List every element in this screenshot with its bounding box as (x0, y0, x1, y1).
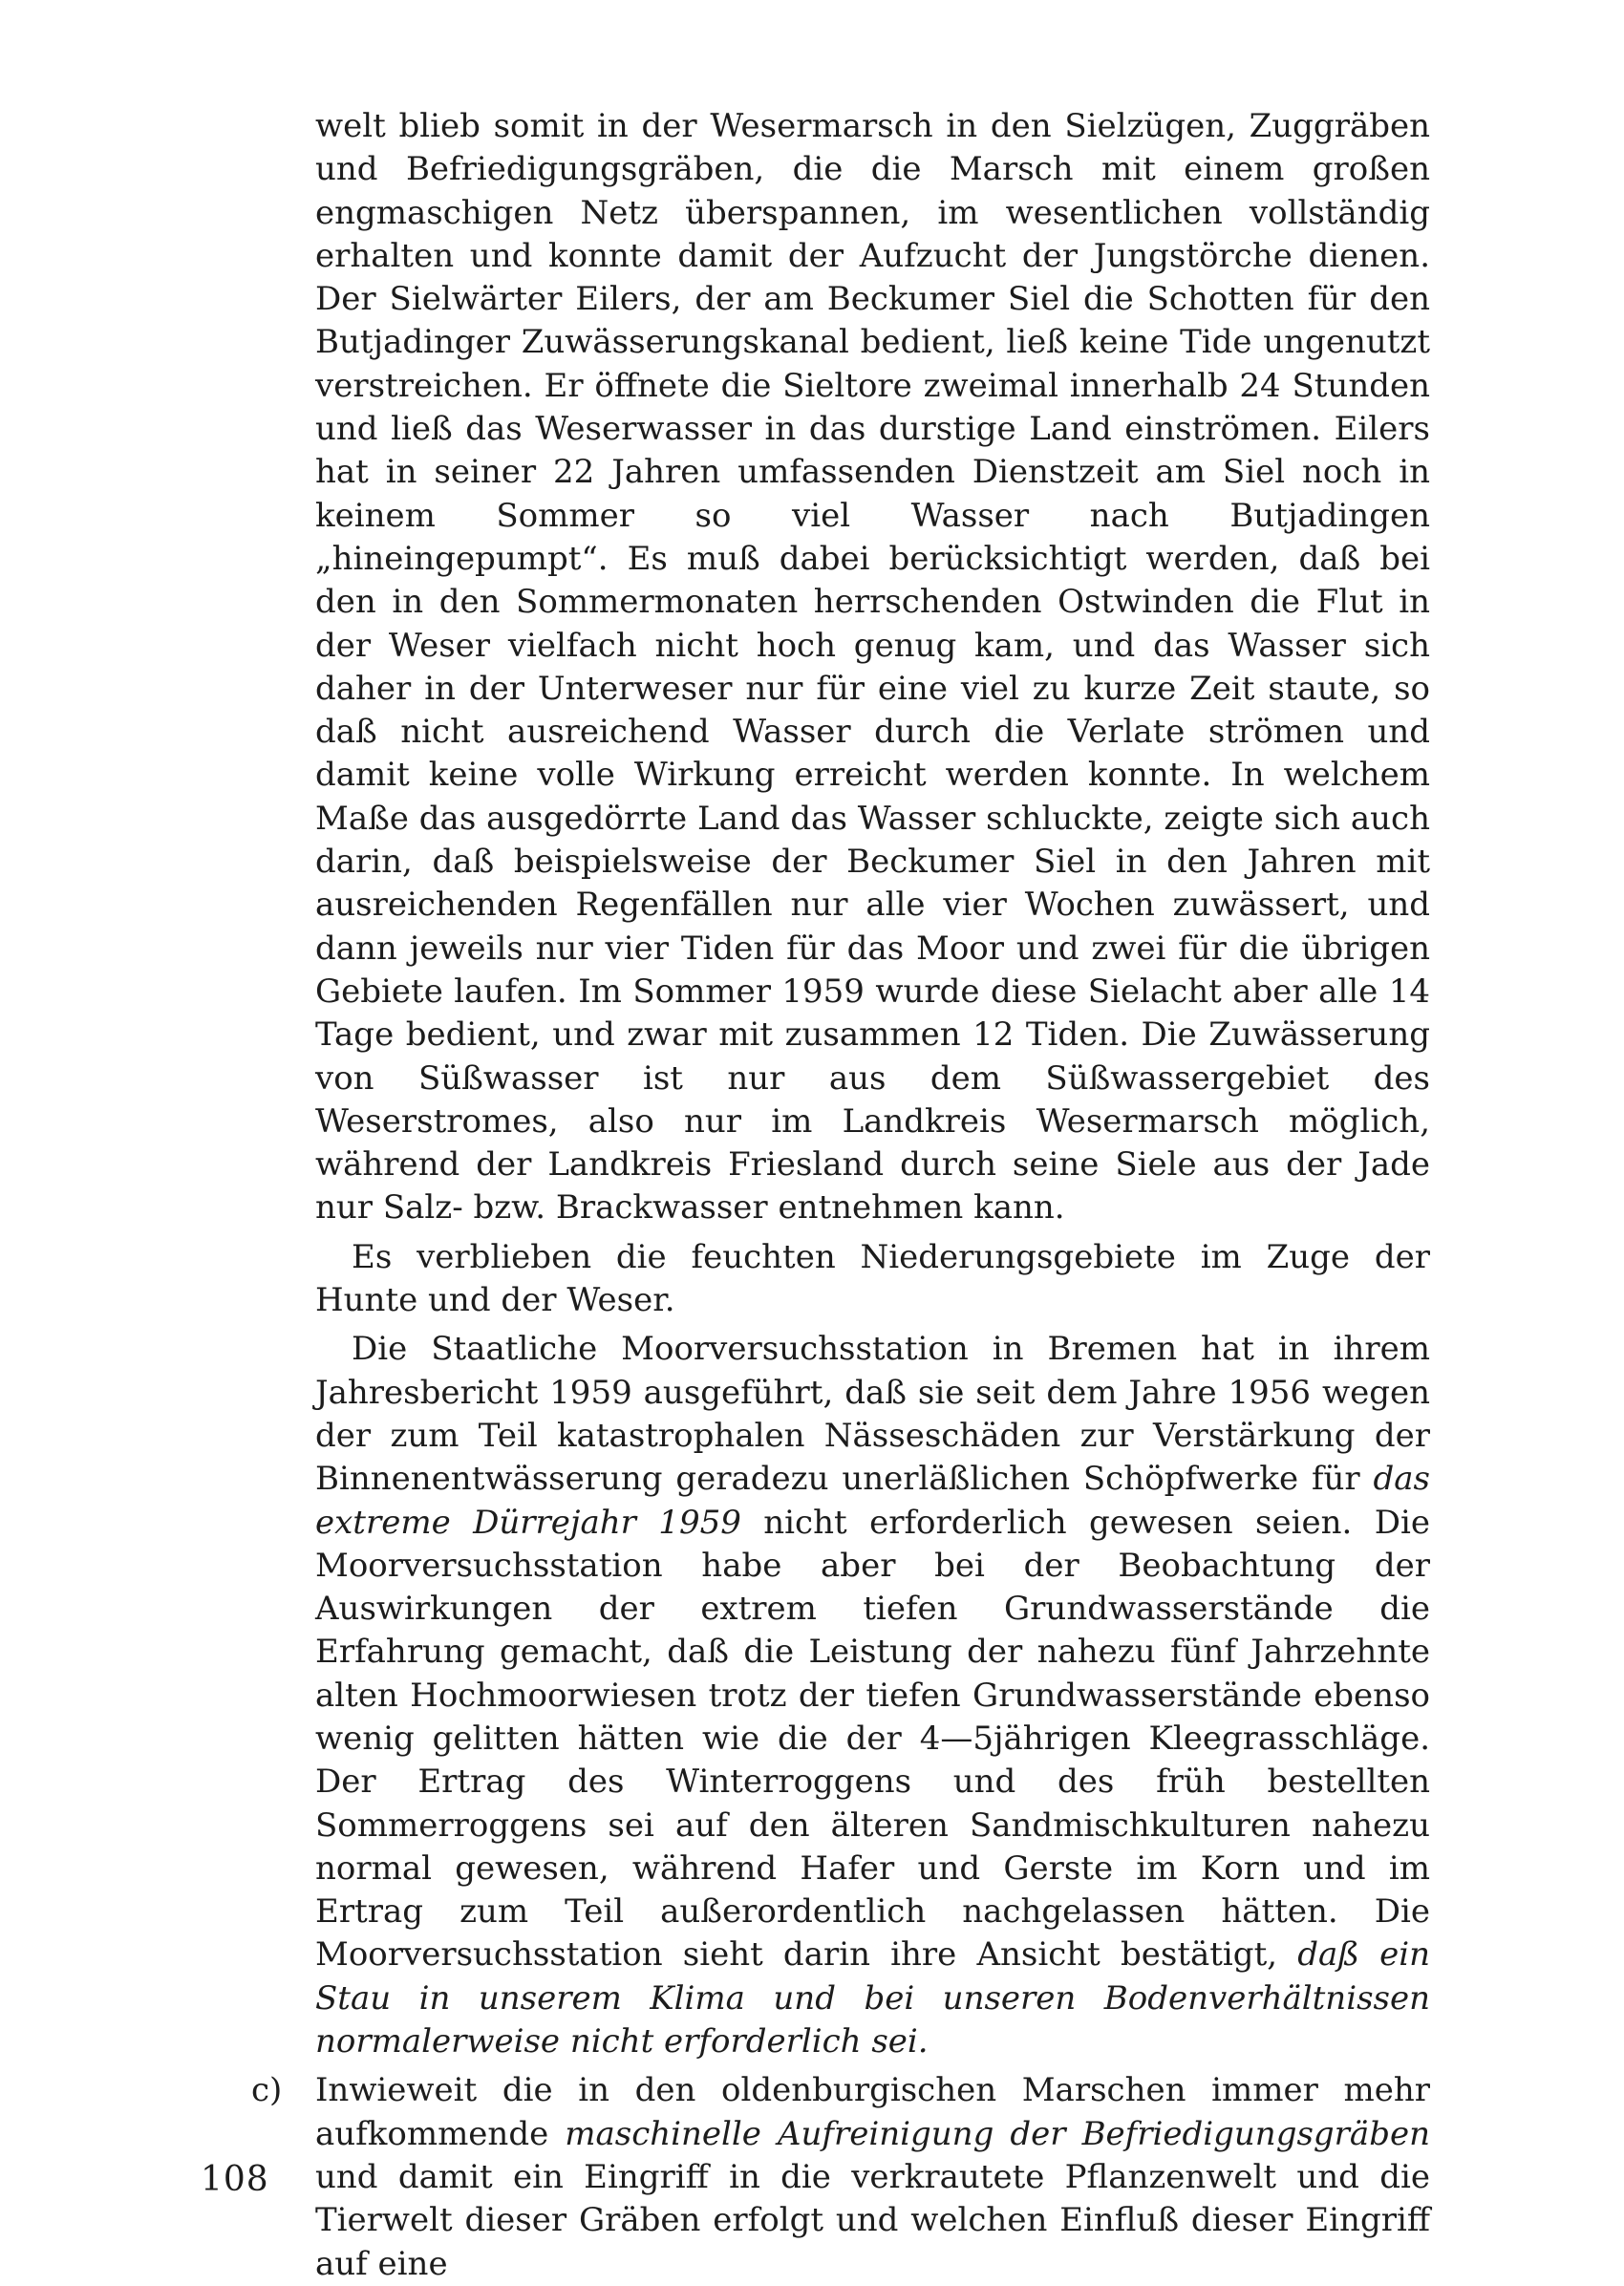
paragraph-text: welt blieb somit in der Wesermarsch in den Sielzügen, Zuggräben und Befriedigungsgräben, die die Marsch mit einem großen engmaschigen Netz überspannen, im wesentlichen vollständig erhalten und konnte damit der Aufzucht der Jungstörche dienen. Der Sielwärter Eilers, der am Beckumer Siel die Schotten für den Butjadinger Zuwässerungskanal bedient, ließ keine Tide ungenutzt verstreichen. Er öffnete die Sieltore zweimal innerhalb 24 Stunden und ließ das Weserwasser in das durstige Land einströmen. Eilers hat in seiner 22 Jahren umfassenden Dienstzeit am Siel noch in keinem Sommer so viel Wasser nach Butjadingen „hineingepumpt“. Es muß dabei berücksichtigt werden, daß bei den in den Sommermonaten herrschenden Ostwinden die Flut in der Weser vielfach nicht hoch genug kam, und das Wasser sich daher in der Unterweser nur für eine viel zu kurze Zeit staute, so daß nicht ausreichend Wasser durch die Verlate strömen und damit keine volle Wirkung erreicht werden konnte. In welchem Maße das ausgedörrte Land das Wasser schluckte, zeigte sich auch darin, daß beispielsweise der Beckumer Siel in den Jahren mit ausreichenden Regenfällen nur alle vier Wochen zuwässert, und dann jeweils nur vier Tiden für das Moor und zwei für die übrigen Gebiete laufen. Im Sommer 1959 wurde diese Sielacht aber alle 14 Tage bedient, und zwar mit zusammen 12 Tiden. Die Zuwässerung von Süßwasser ist nur aus dem Süßwassergebiet des Weserstromes, also nur im Landkreis Wesermarsch möglich, während der Landkreis Friesland durch seine Siele aus der Jade nur Salz- bzw. Brackwasser entnehmen kann. (315, 107, 1430, 1228)
paragraph-text: Die Staatliche Moorversuchsstation in Bremen hat in ihrem Jahresbericht 1959 ausgeführt, daß sie seit dem Jahre 1956 wegen der zum Teil katastrophalen Nässeschäden zur Verstärkung der Binnenentwässerung geradezu unerläßlichen Schöpfwerke für (315, 1330, 1430, 1499)
paragraph-text: Es verblieben die feuchten Niederungsgebiete im Zuge der Hunte und der Weser. (315, 1237, 1430, 1320)
text-column (251, 105, 1431, 2286)
paragraph-text: nicht erforderlich gewesen seien. Die Moorversuchsstation habe aber bei der Beobachtung der Auswirkungen der extrem tiefen Grundwasserstände die Erfahrung gemacht, daß die Leistung der nahezu fünf Jahrzehnte alten Hochmoorwiesen trotz der tiefen Grundwasserstände ebenso wenig gelitten hätten wie die der 4—5jährigen Kleegrasschläge. Der Ertrag des Winterroggens und des früh bestellten Sommerroggens sei auf den älteren Sandmischkulturen nahezu normal gewesen, während Hafer und Gerste im Korn und im Ertrag zum Teil außerordentlich nachgelassen hätten. Die Moorversuchsstation sieht darin ihre Ansicht bestätigt, (315, 1503, 1430, 1975)
paragraph-feuchte-niederungen (315, 1236, 1430, 1323)
paragraph-text: und damit ein Eingriff in die verkrautete Pflanzenwelt und die Tierwelt dieser Gräben erfolgt und welchen Einfluß dieser Eingriff auf eine (315, 2157, 1430, 2283)
emphasis-text: maschinelle Aufreinigung der Befriedigungsgräben (565, 2114, 1430, 2153)
paragraph-continuation (315, 105, 1430, 1230)
emphasis-text: daß ein Stau in unserem Klima und bei unseren Bodenverhältnissen normalerweise nicht erforderlich sei. (315, 1935, 1431, 2062)
list-marker: c) (251, 2071, 283, 2110)
emphasis-text: das extreme Dürrejahr 1959 (315, 1460, 1430, 1542)
list-item-c (251, 2069, 1430, 2285)
page-number: 108 (201, 2160, 269, 2199)
paragraph-list-c (315, 2069, 1430, 2285)
paragraph-text: Inwieweit die in den oldenburgischen Marschen immer mehr aufkommende (315, 2071, 1430, 2153)
paragraph-moorversuchsstation (315, 1328, 1430, 2063)
